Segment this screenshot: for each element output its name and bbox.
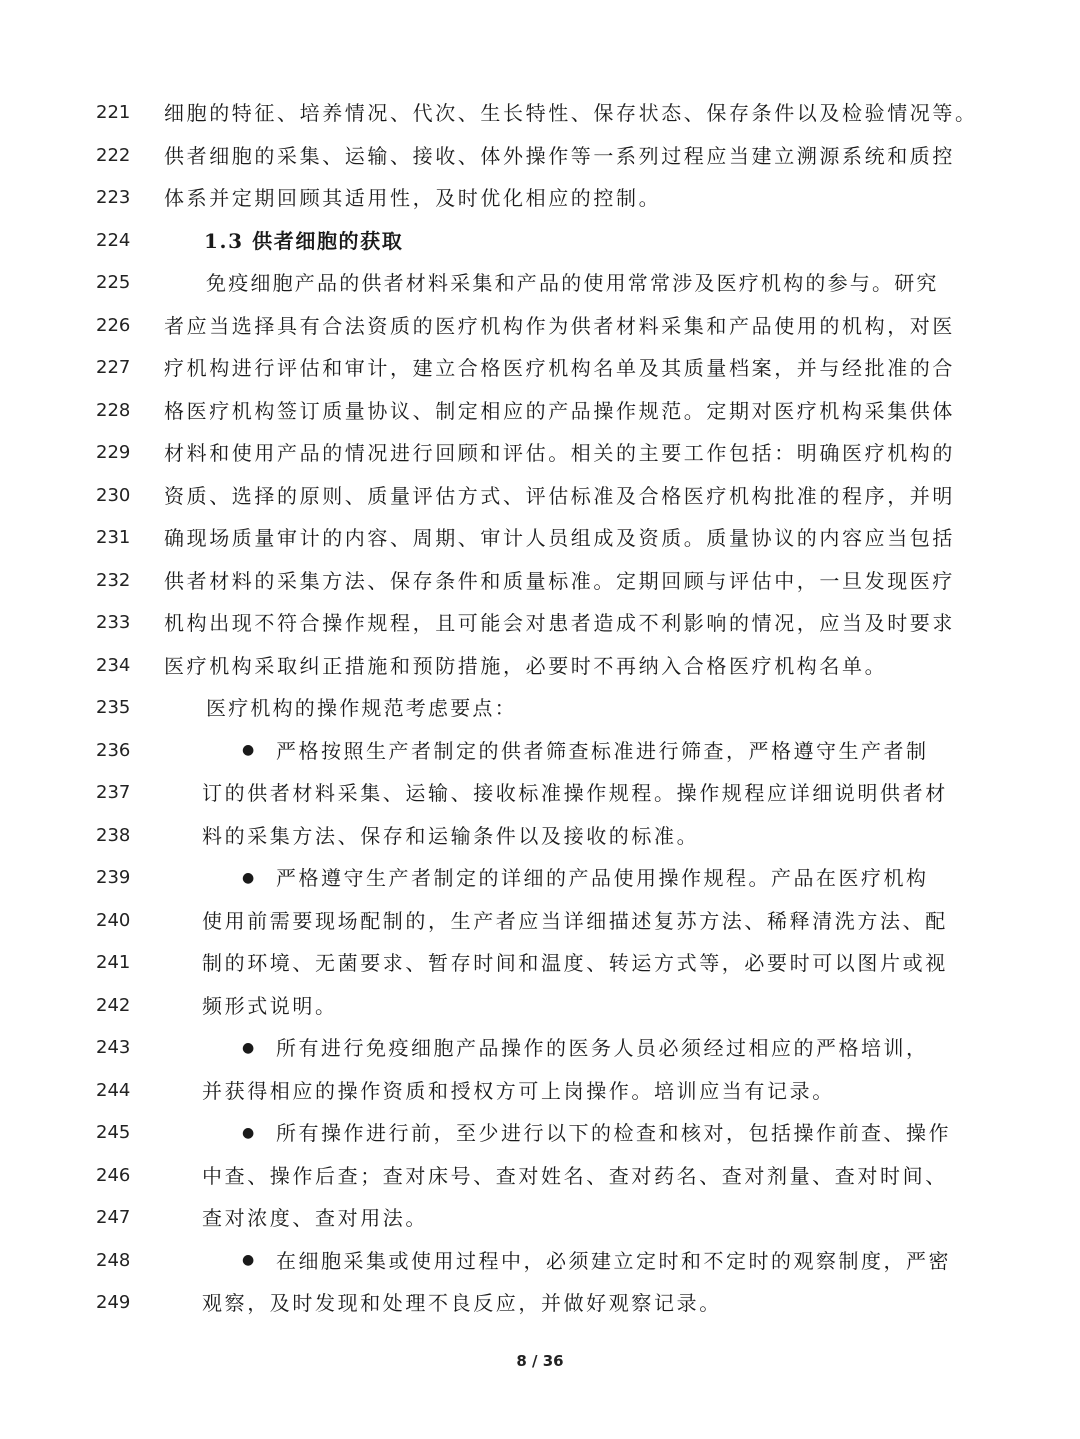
line-text: 供者细胞的采集、运输、接收、体外操作等一系列过程应当建立溯源系统和质控 xyxy=(164,143,955,168)
line-number: 232 xyxy=(96,569,131,591)
document-line xyxy=(0,1240,1080,1282)
line-text: 资质、选择的原则、质量评估方式、评估标准及合格医疗机构批准的程序，并明 xyxy=(164,483,955,508)
line-text: 机构出现不符合操作规程，且可能会对患者造成不利影响的情况，应当及时要求 xyxy=(164,611,955,635)
line-number: 225 xyxy=(96,272,131,293)
bullet-item-text xyxy=(242,857,1002,901)
line-text: 观察，及时发现和处理不良反应，并做好观察记录。 xyxy=(202,1291,722,1315)
line-number: 246 xyxy=(96,1164,131,1186)
line-text: 免疫细胞产品的供者材料采集和产品的使用常常涉及医疗机构的参与。研究 xyxy=(206,271,939,295)
line-text: 确现场质量审计的内容、周期、审计人员组成及资质。质量协议的内容应当包括 xyxy=(164,526,955,550)
line-text: 材料和使用产品的情况进行回顾和评估。相关的主要工作包括：明确医疗机构的 xyxy=(164,441,955,465)
document-line xyxy=(0,135,1080,177)
document-line xyxy=(0,517,1080,559)
document-line xyxy=(0,220,1080,262)
bullet-icon: ● xyxy=(242,869,257,886)
page-number: 8 / 36 xyxy=(516,1352,564,1370)
document-line xyxy=(0,985,1080,1027)
line-number: 244 xyxy=(96,1079,131,1101)
line-number: 243 xyxy=(96,1037,131,1058)
document-line xyxy=(0,347,1080,389)
line-text: 体系并定期回顾其适用性，及时优化相应的控制。 xyxy=(164,186,662,210)
line-text: 频形式说明。 xyxy=(202,993,338,1018)
line-number: 234 xyxy=(96,654,131,676)
document-line xyxy=(0,560,1080,602)
document-line xyxy=(0,1155,1080,1197)
line-number: 237 xyxy=(96,782,131,803)
line-text: 并获得相应的操作资质和授权方可上岗操作。培训应当有记录。 xyxy=(202,1078,835,1103)
line-text: 所有进行免疫细胞产品操作的医务人员必须经过相应的严格培训， xyxy=(276,1036,929,1060)
line-text: 医疗机构采取纠正措施和预防措施，必要时不再纳入合格医疗机构名单。 xyxy=(164,653,888,678)
document-line xyxy=(0,1197,1080,1239)
document-line xyxy=(0,645,1080,687)
document-line xyxy=(0,942,1080,984)
line-number: 241 xyxy=(96,952,131,973)
line-text: 中查、操作后查；查对床号、查对姓名、查对药名、查对剂量、查对时间、 xyxy=(202,1163,948,1188)
line-number: 226 xyxy=(96,314,131,336)
line-number: 236 xyxy=(96,739,131,761)
document-line xyxy=(0,730,1080,772)
line-text: 严格按照生产者制定的供者筛查标准进行筛查，严格遵守生产者制 xyxy=(276,738,929,763)
line-text: 使用前需要现场配制的，生产者应当详细描述复苏方法、稀释清洗方法、配 xyxy=(202,908,948,933)
line-number: 249 xyxy=(96,1292,131,1313)
section-heading: 1.3 供者细胞的获取 xyxy=(204,228,404,253)
document-line xyxy=(0,687,1080,729)
line-number: 227 xyxy=(96,357,131,378)
line-number: 235 xyxy=(96,697,131,718)
bullet-item-text xyxy=(242,1027,1002,1071)
document-line xyxy=(0,262,1080,304)
line-number: 247 xyxy=(96,1207,131,1228)
document-line xyxy=(0,177,1080,219)
line-number: 222 xyxy=(96,144,131,166)
bullet-icon: ● xyxy=(242,1039,257,1056)
line-text: 格医疗机构签订质量协议、制定相应的产品操作规范。定期对医疗机构采集供体 xyxy=(164,398,955,423)
document-line xyxy=(0,305,1080,347)
bullet-item-text xyxy=(242,1240,1002,1284)
line-text: 供者材料的采集方法、保存条件和质量标准。定期回顾与评估中，一旦发现医疗 xyxy=(164,568,955,593)
document-line xyxy=(0,1070,1080,1112)
line-text: 疗机构进行评估和审计，建立合格医疗机构名单及其质量档案，并与经批准的合 xyxy=(164,356,955,380)
line-text: 查对浓度、查对用法。 xyxy=(202,1206,428,1230)
line-text: 订的供者材料采集、运输、接收标准操作规程。操作规程应详细说明供者材 xyxy=(202,781,948,805)
line-text: 细胞的特征、培养情况、代次、生长特性、保存状态、保存条件以及检验情况等。 xyxy=(164,101,978,125)
document-line xyxy=(0,432,1080,474)
line-number: 221 xyxy=(96,102,131,123)
line-number: 239 xyxy=(96,867,131,888)
line-number: 223 xyxy=(96,187,131,208)
bullet-icon: ● xyxy=(242,1124,257,1141)
line-number: 238 xyxy=(96,824,131,846)
line-number: 230 xyxy=(96,484,131,506)
document-line xyxy=(0,1112,1080,1154)
line-number: 248 xyxy=(96,1249,131,1271)
line-number: 240 xyxy=(96,909,131,931)
document-line xyxy=(0,772,1080,814)
line-number: 228 xyxy=(96,399,131,421)
document-line xyxy=(0,602,1080,644)
line-number: 229 xyxy=(96,442,131,463)
line-text: 制的环境、无菌要求、暂存时间和温度、转运方式等，必要时可以图片或视 xyxy=(202,951,948,975)
document-line xyxy=(0,1282,1080,1324)
line-text: 医疗机构的操作规范考虑要点： xyxy=(206,696,517,720)
line-text: 在细胞采集或使用过程中，必须建立定时和不定时的观察制度，严密 xyxy=(276,1248,951,1273)
line-text: 料的采集方法、保存和运输条件以及接收的标准。 xyxy=(202,823,700,848)
document-line xyxy=(0,900,1080,942)
document-line xyxy=(0,857,1080,899)
line-number: 242 xyxy=(96,994,131,1016)
line-text: 严格遵守生产者制定的详细的产品使用操作规程。产品在医疗机构 xyxy=(276,866,929,890)
line-text: 所有操作进行前，至少进行以下的检查和核对，包括操作前查、操作 xyxy=(276,1121,951,1145)
line-number: 231 xyxy=(96,527,131,548)
document-line xyxy=(0,390,1080,432)
document-line xyxy=(0,475,1080,517)
document-line xyxy=(0,92,1080,134)
line-number: 233 xyxy=(96,612,131,633)
bullet-item-text xyxy=(242,730,1002,774)
document-line xyxy=(0,1027,1080,1069)
bullet-item-text xyxy=(242,1112,1002,1156)
line-text: 者应当选择具有合法资质的医疗机构作为供者材料采集和产品使用的机构，对医 xyxy=(164,313,955,338)
line-number: 245 xyxy=(96,1122,131,1143)
line-number: 224 xyxy=(96,229,131,251)
document-line xyxy=(0,815,1080,857)
bullet-icon: ● xyxy=(242,742,257,758)
bullet-icon: ● xyxy=(242,1252,257,1268)
